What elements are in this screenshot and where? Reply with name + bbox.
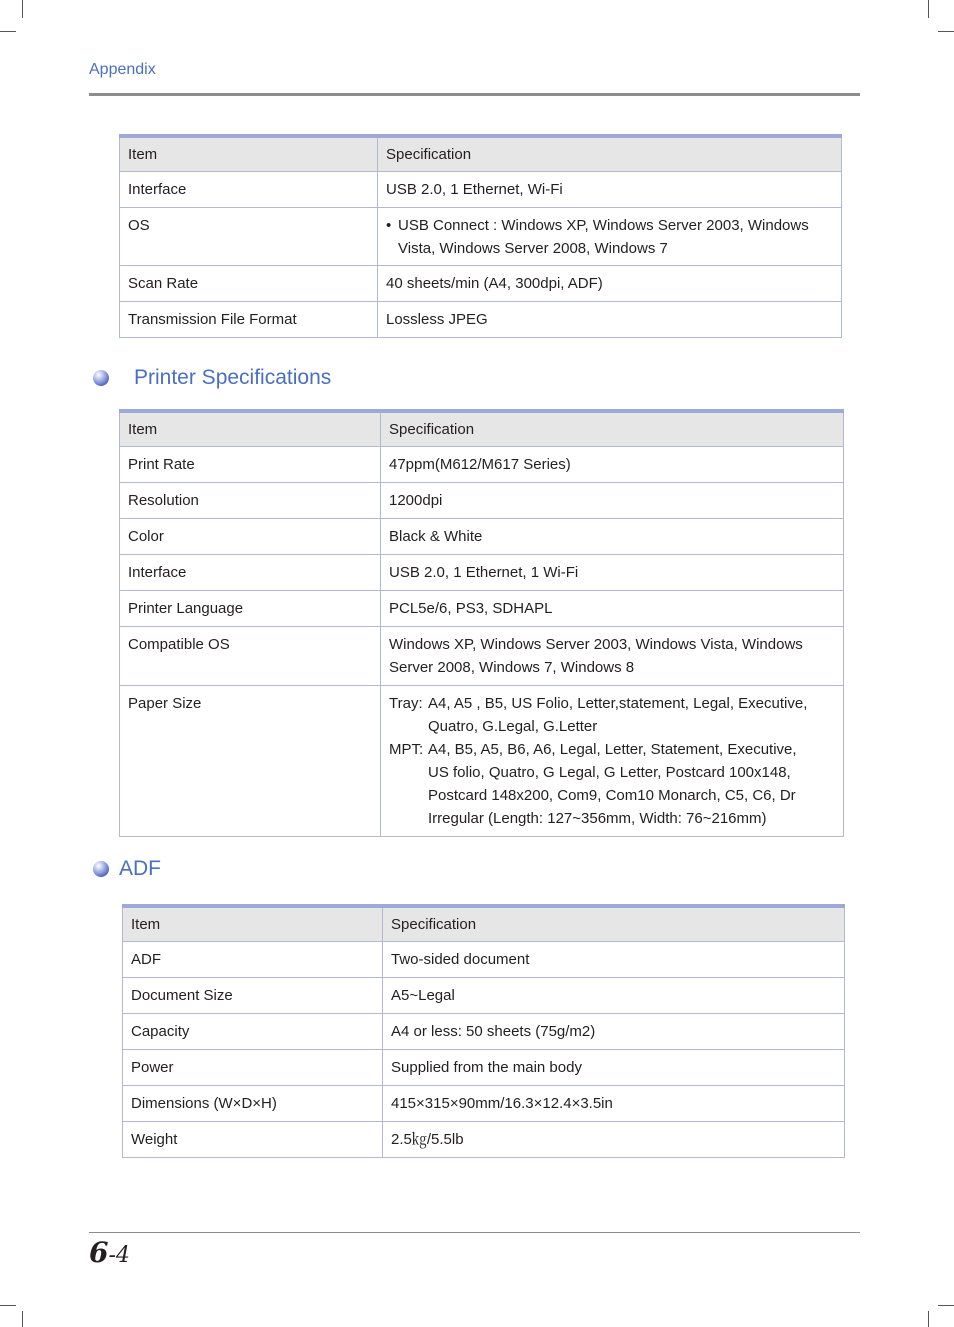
crop-mark xyxy=(928,1311,929,1327)
row-item: Capacity xyxy=(123,1014,383,1050)
section-title: ADF xyxy=(119,857,161,880)
row-item: Color xyxy=(120,519,381,555)
table-row xyxy=(120,266,842,302)
chapter-number: 6 xyxy=(89,1236,109,1269)
spec-line: US folio, Quatro, G Legal, G Letter, Postcard 100x148, xyxy=(428,764,791,781)
page-number xyxy=(89,1236,130,1269)
tray-label: Tray: xyxy=(389,695,423,712)
header-item: Item xyxy=(120,411,381,447)
header-item: Item xyxy=(123,906,383,942)
row-item: Document Size xyxy=(123,978,383,1014)
table-row xyxy=(120,686,844,837)
printer-spec-table xyxy=(119,409,844,837)
row-spec: Supplied from the main body xyxy=(383,1050,845,1086)
table-header-row xyxy=(120,136,842,172)
row-item: Transmission File Format xyxy=(120,302,378,338)
row-spec xyxy=(378,208,842,266)
crop-mark xyxy=(0,1305,16,1306)
row-spec: USB 2.0, 1 Ethernet, Wi-Fi xyxy=(378,172,842,208)
spec-line: USB Connect : Windows XP, Windows Server 2003, Windows xyxy=(398,217,809,234)
spec-line: A4, B5, A5, B6, A6, Legal, Letter, Statement, Executive, xyxy=(428,741,797,758)
page-separator: - xyxy=(108,1243,116,1268)
row-item: Dimensions (W×D×H) xyxy=(123,1086,383,1122)
table-row xyxy=(123,978,845,1014)
row-item: Scan Rate xyxy=(120,266,378,302)
table-row xyxy=(123,1050,845,1086)
table-row xyxy=(120,172,842,208)
row-spec: PCL5e/6, PS3, SDHAPL xyxy=(381,591,844,627)
table-row xyxy=(120,591,844,627)
crop-mark xyxy=(938,31,954,32)
header-spec: Specification xyxy=(381,411,844,447)
table-row xyxy=(120,483,844,519)
scanner-spec-table xyxy=(119,134,842,338)
section-title: Printer Specifications xyxy=(134,366,332,389)
row-item: ADF xyxy=(123,942,383,978)
row-item: Power xyxy=(123,1050,383,1086)
printer-section-heading xyxy=(93,366,331,390)
row-item: Paper Size xyxy=(120,686,381,837)
header-spec: Specification xyxy=(378,136,842,172)
spec-line: Postcard 148x200, Com9, Com10 Monarch, C5, C6, Dr xyxy=(428,787,796,804)
row-item: Interface xyxy=(120,555,381,591)
table-row xyxy=(120,519,844,555)
row-item: Interface xyxy=(120,172,378,208)
table-row xyxy=(120,627,844,686)
table-row xyxy=(123,1122,845,1158)
crop-mark xyxy=(938,1305,954,1306)
header-spec: Specification xyxy=(383,906,845,942)
tray-sizes xyxy=(389,692,835,738)
row-spec: Lossless JPEG xyxy=(378,302,842,338)
row-spec: 1200dpi xyxy=(381,483,844,519)
adf-spec-table xyxy=(122,904,845,1158)
row-item: Compatible OS xyxy=(120,627,381,686)
table-row xyxy=(120,208,842,266)
row-spec xyxy=(381,627,844,686)
table-row xyxy=(123,942,845,978)
row-spec: 415×315×90mm/16.3×12.4×3.5in xyxy=(383,1086,845,1122)
table-row xyxy=(123,1086,845,1122)
row-spec: A5~Legal xyxy=(383,978,845,1014)
row-item: Print Rate xyxy=(120,447,381,483)
spec-line: Quatro, G.Legal, G.Letter xyxy=(428,718,598,735)
sphere-bullet-icon xyxy=(93,861,109,877)
row-item: OS xyxy=(120,208,378,266)
row-item: Printer Language xyxy=(120,591,381,627)
table-header-row xyxy=(120,411,844,447)
page-in-chapter: 4 xyxy=(115,1243,130,1268)
table-row xyxy=(123,1014,845,1050)
crop-mark xyxy=(22,0,23,18)
row-spec: 2.5㎏/5.5lb xyxy=(383,1122,845,1158)
row-spec: Black & White xyxy=(381,519,844,555)
table-row xyxy=(120,447,844,483)
header-rule xyxy=(89,93,860,96)
mpt-label: MPT: xyxy=(389,741,424,758)
row-spec: A4 or less: 50 sheets (75g/m2) xyxy=(383,1014,845,1050)
row-spec xyxy=(381,686,844,837)
footer-rule xyxy=(89,1232,860,1233)
row-item: Weight xyxy=(123,1122,383,1158)
sphere-bullet-icon xyxy=(93,370,109,386)
crop-mark xyxy=(928,0,929,18)
row-spec: Two-sided document xyxy=(383,942,845,978)
adf-section-heading xyxy=(93,857,161,881)
table-row xyxy=(120,555,844,591)
header-item: Item xyxy=(120,136,378,172)
spec-line: Vista, Windows Server 2008, Windows 7 xyxy=(398,240,668,257)
bullet-icon: • xyxy=(386,217,392,234)
row-item: Resolution xyxy=(120,483,381,519)
table-header-row xyxy=(123,906,845,942)
crop-mark xyxy=(0,31,16,32)
spec-line: Windows XP, Windows Server 2003, Windows Vista, Windows xyxy=(389,636,803,653)
spec-line: A4, A5 , B5, US Folio, Letter,statement, Legal, Executive, xyxy=(428,695,808,712)
running-header: Appendix xyxy=(89,61,156,78)
bullet-list-item xyxy=(386,214,833,260)
row-spec: 40 sheets/min (A4, 300dpi, ADF) xyxy=(378,266,842,302)
spec-line: Irregular (Length: 127~356mm, Width: 76~216mm) xyxy=(428,810,767,827)
crop-mark xyxy=(22,1311,23,1327)
spec-line: Server 2008, Windows 7, Windows 8 xyxy=(389,659,635,676)
row-spec: USB 2.0, 1 Ethernet, 1 Wi-Fi xyxy=(381,555,844,591)
table-row xyxy=(120,302,842,338)
row-spec: 47ppm(M612/M617 Series) xyxy=(381,447,844,483)
mpt-sizes xyxy=(389,738,835,830)
